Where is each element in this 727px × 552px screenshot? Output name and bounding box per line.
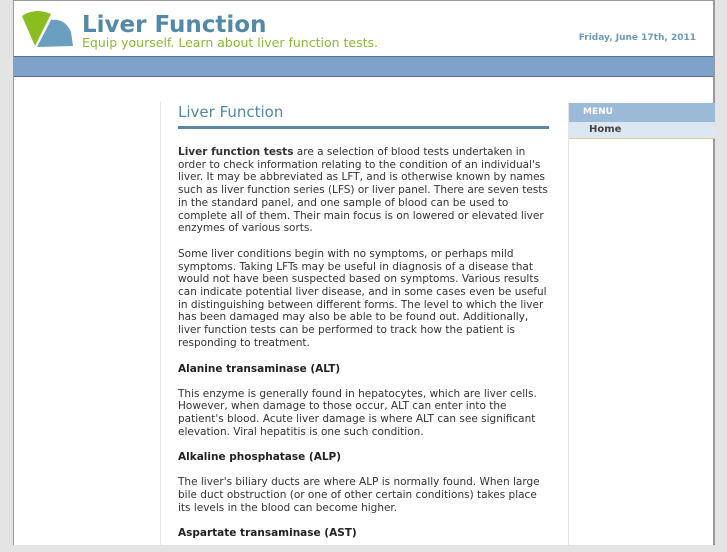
section-heading-ast: Aspartate transaminase (AST) (178, 527, 357, 540)
page (13, 0, 715, 545)
site-title[interactable]: Liver Function (82, 12, 267, 38)
paragraph: The liver's biliary ducts are where ALP is normally found. When large bile duct obstruction (or one of other certain conditions) takes place its levels in the blood can become higher. (178, 476, 540, 514)
logo-icon (21, 10, 75, 50)
page-heading: Liver Function (178, 103, 549, 129)
menu-item-home[interactable]: Home (569, 122, 715, 139)
nav-bar (14, 56, 713, 77)
main-content (178, 103, 549, 552)
menu-header: MENU (569, 103, 715, 122)
paragraph: Some liver conditions begin with no symptoms, or perhaps mild symptoms. Taking LFTs may be useful in diagnosis of a disease that would not have been suspected based on symptoms. Various results can indicate potential liver disease, and in some cases even be useful in distinguishing between different forms. The level to which the liver has been damaged may also be able to be found out. Additionally, liver function tests can be performed to track how the patient is responding to treatment. (178, 247, 547, 349)
header (14, 1, 713, 56)
left-column-divider (160, 102, 161, 546)
paragraph-text: are a selection of blood tests undertaken in order to check information relating to the condition of an individual's liver. It may be abbreviated as LFT, and is otherwise known by names such as liver function series (LFS) or liver panel. There are seven tests in the standard panel, and one sample of blood can be used to complete all of them. Their main focus is on lowered or elevated liver enzymes of various sorts. (178, 146, 548, 235)
paragraph: This enzyme is generally found in hepatocytes, which are liver cells. However, when damage to those occur, ALT can enter into the patient's blood. Acute liver damage is where ALT can see significant elevation. Viral hepatitis is one such condition. (178, 387, 537, 438)
bold-term: Liver function tests (178, 146, 294, 158)
site-tagline: Equip yourself. Learn about liver function tests. (82, 35, 378, 50)
paragraph (178, 146, 549, 235)
sidebar (568, 103, 715, 546)
section-heading-alp: Alkaline phosphatase (ALP) (178, 451, 342, 464)
date: Friday, June 17th, 2011 (578, 33, 696, 43)
section-heading-alt: Alanine transaminase (ALT) (178, 362, 341, 375)
